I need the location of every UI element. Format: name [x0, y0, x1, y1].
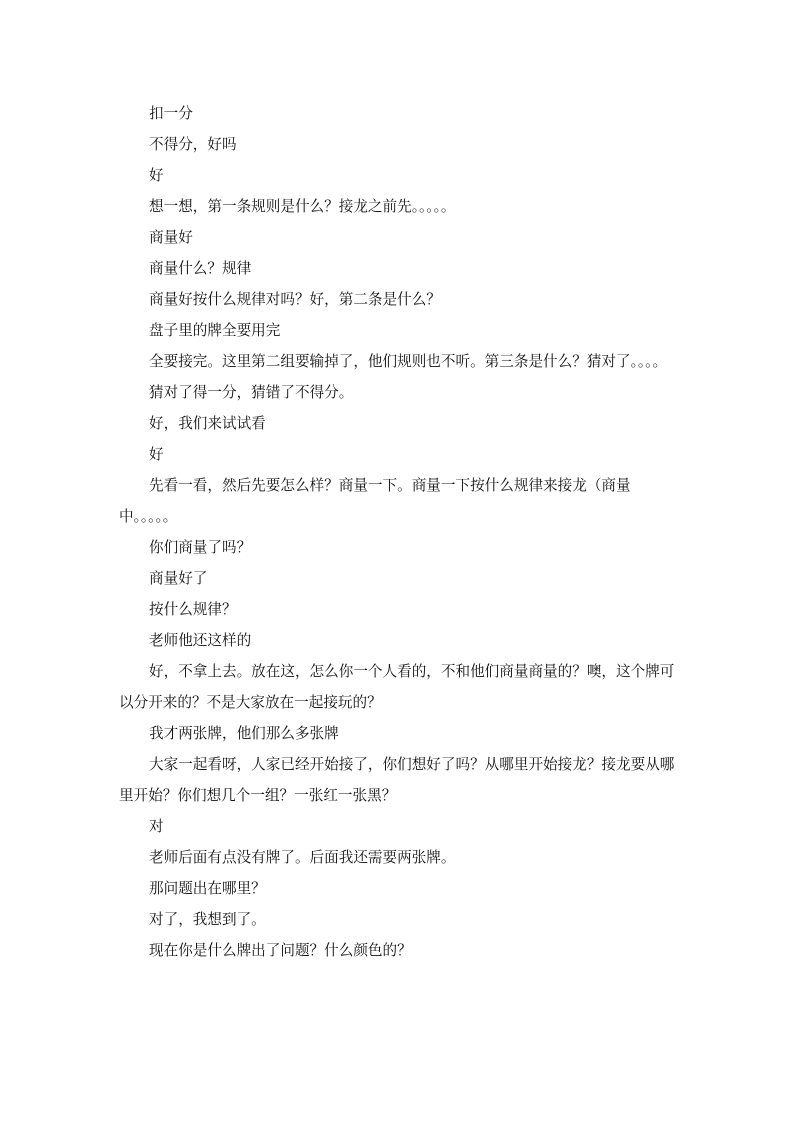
paragraph: 全要接完。这里第二组要输掉了，他们规则也不听。第三条是什么？猜对了。。。。 [149, 353, 668, 370]
paragraph: 老师后面有点没有牌了。后面我还需要两张牌。 [149, 849, 456, 866]
paragraph: 大家一起看呀，人家已经开始接了，你们想好了吗？从哪里开始接龙？接龙要从哪里开始？你们想几个一组？一张红一张黑？ [119, 756, 675, 804]
paragraph: 那问题出在哪里？ [149, 880, 266, 897]
paragraph: 商量好 [149, 229, 193, 246]
paragraph: 猜对了得一分，猜错了不得分。 [149, 384, 354, 401]
paragraph: 好，不拿上去。放在这，怎么你一个人看的，不和他们商量商量的？噢，这个牌可以分开来的？不是大家放在一起接玩的？ [119, 663, 675, 711]
paragraph: 按什么规律？ [149, 601, 237, 618]
paragraph: 好，我们来试试看 [149, 415, 266, 432]
paragraph: 好 [149, 446, 164, 463]
paragraph: 老师他还这样的 [149, 632, 252, 649]
paragraph: 对了，我想到了。 [149, 911, 266, 928]
paragraph: 不得分，好吗 [149, 136, 237, 153]
paragraph: 盘子里的牌全要用完 [149, 322, 281, 339]
paragraph: 对 [149, 818, 164, 835]
paragraph: 好 [149, 167, 164, 184]
paragraph: 商量什么？规律 [149, 260, 252, 277]
paragraph: 你们商量了吗？ [149, 539, 252, 556]
paragraph: 想一想，第一条规则是什么？接龙之前先。。。。。 [149, 198, 456, 215]
document-body [119, 98, 676, 966]
paragraph: 扣一分 [149, 105, 193, 122]
paragraph: 我才两张牌，他们那么多张牌 [149, 725, 339, 742]
paragraph: 商量好按什么规律对吗？好，第二条是什么？ [149, 291, 441, 308]
paragraph: 先看一看，然后先要怎么样？商量一下。商量一下按什么规律来接龙（商量中。。。。。 [119, 477, 631, 525]
paragraph: 商量好了 [149, 570, 208, 587]
paragraph: 现在你是什么牌出了问题？什么颜色的？ [149, 942, 412, 959]
